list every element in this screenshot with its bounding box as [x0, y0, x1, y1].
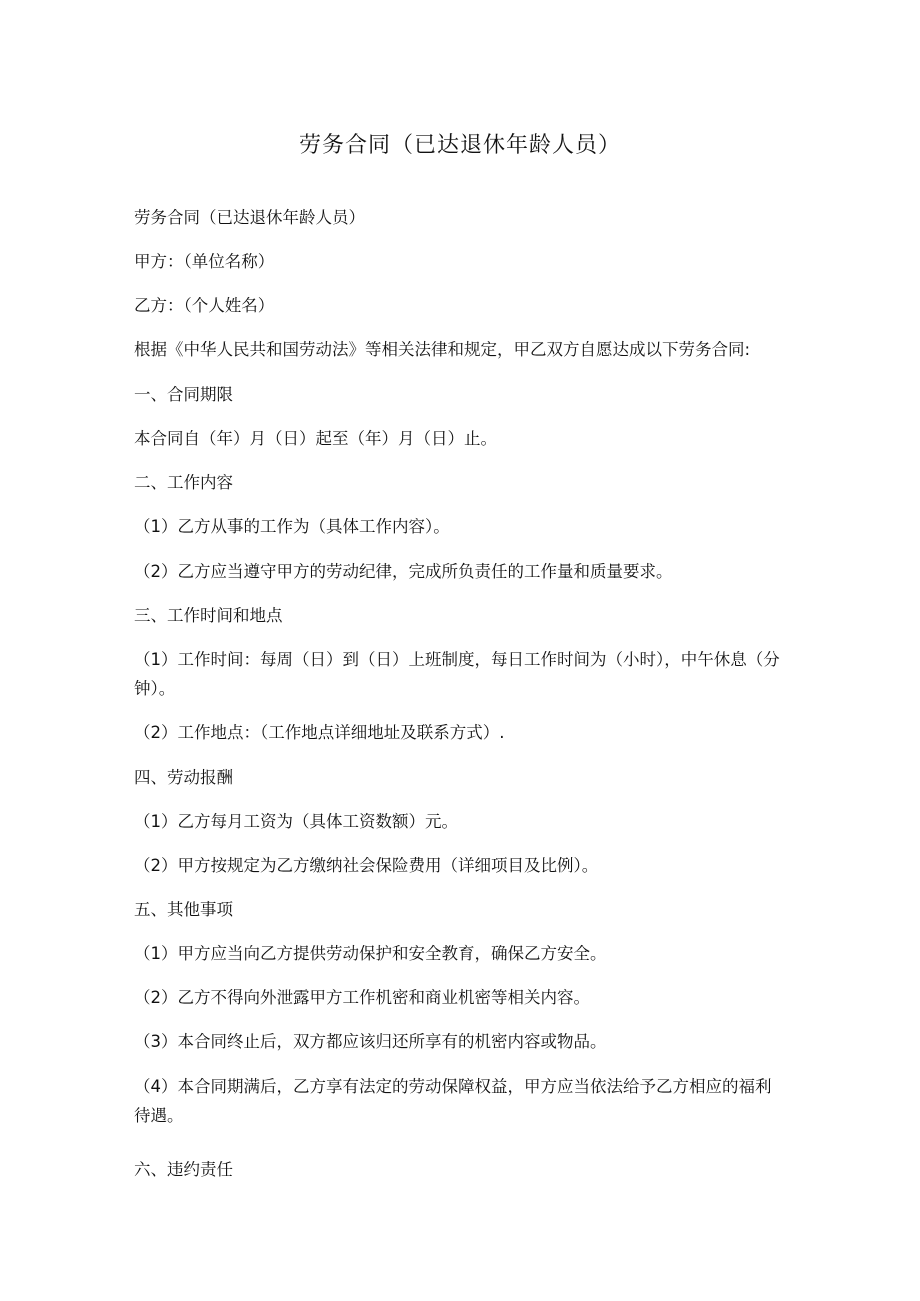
- other-item-1: （1）甲方应当向乙方提供劳动保护和安全教育，确保乙方安全。: [134, 944, 607, 963]
- section-heading-other: 五、其他事项: [134, 900, 233, 919]
- preamble-paragraph: 根据《中华人民共和国劳动法》等相关法律和规定，甲乙双方自愿达成以下劳务合同:: [134, 340, 751, 359]
- section-heading-work-content: 二、工作内容: [134, 473, 233, 492]
- time-place-item-2: （2）工作地点：（工作地点详细地址及联系方式）.: [134, 723, 505, 742]
- work-content-item-1: （1）乙方从事的工作为（具体工作内容）。: [134, 517, 450, 536]
- time-place-item-1: （1）工作时间：每周（日）到（日）上班制度，每日工作时间为（小时），中午休息（分钟）。: [134, 650, 780, 698]
- other-item-4: （4）本合同期满后，乙方享有法定的劳动保障权益，甲方应当依法给予乙方相应的福利待遇。: [134, 1077, 772, 1125]
- other-item-3: （3）本合同终止后，双方都应该归还所享有的机密内容或物品。: [134, 1032, 607, 1051]
- work-content-item-2: （2）乙方应当遵守甲方的劳动纪律，完成所负责任的工作量和质量要求。: [134, 562, 673, 581]
- party-a-line: 甲方：（单位名称）: [134, 252, 275, 271]
- party-b-line: 乙方：（个人姓名）: [134, 296, 275, 315]
- remuneration-item-2: （2）甲方按规定为乙方缴纳社会保险费用（详细项目及比例）。: [134, 856, 599, 875]
- remuneration-item-1: （1）乙方每月工资为（具体工资数额）元。: [134, 812, 458, 831]
- other-item-2: （2）乙方不得向外泄露甲方工作机密和商业机密等相关内容。: [134, 988, 590, 1007]
- section-heading-time-place: 三、工作时间和地点: [134, 606, 283, 625]
- section-heading-remuneration: 四、劳动报酬: [134, 768, 233, 787]
- section-heading-liability: 六、违约责任: [134, 1160, 233, 1179]
- subtitle-line: 劳务合同（已达退休年龄人员）: [134, 208, 365, 227]
- document-title: 劳务合同（已达退休年龄人员）: [298, 133, 621, 158]
- section-heading-term: 一、合同期限: [134, 385, 233, 404]
- term-paragraph: 本合同自（年）月（日）起至（年）月（日）止。: [134, 429, 497, 448]
